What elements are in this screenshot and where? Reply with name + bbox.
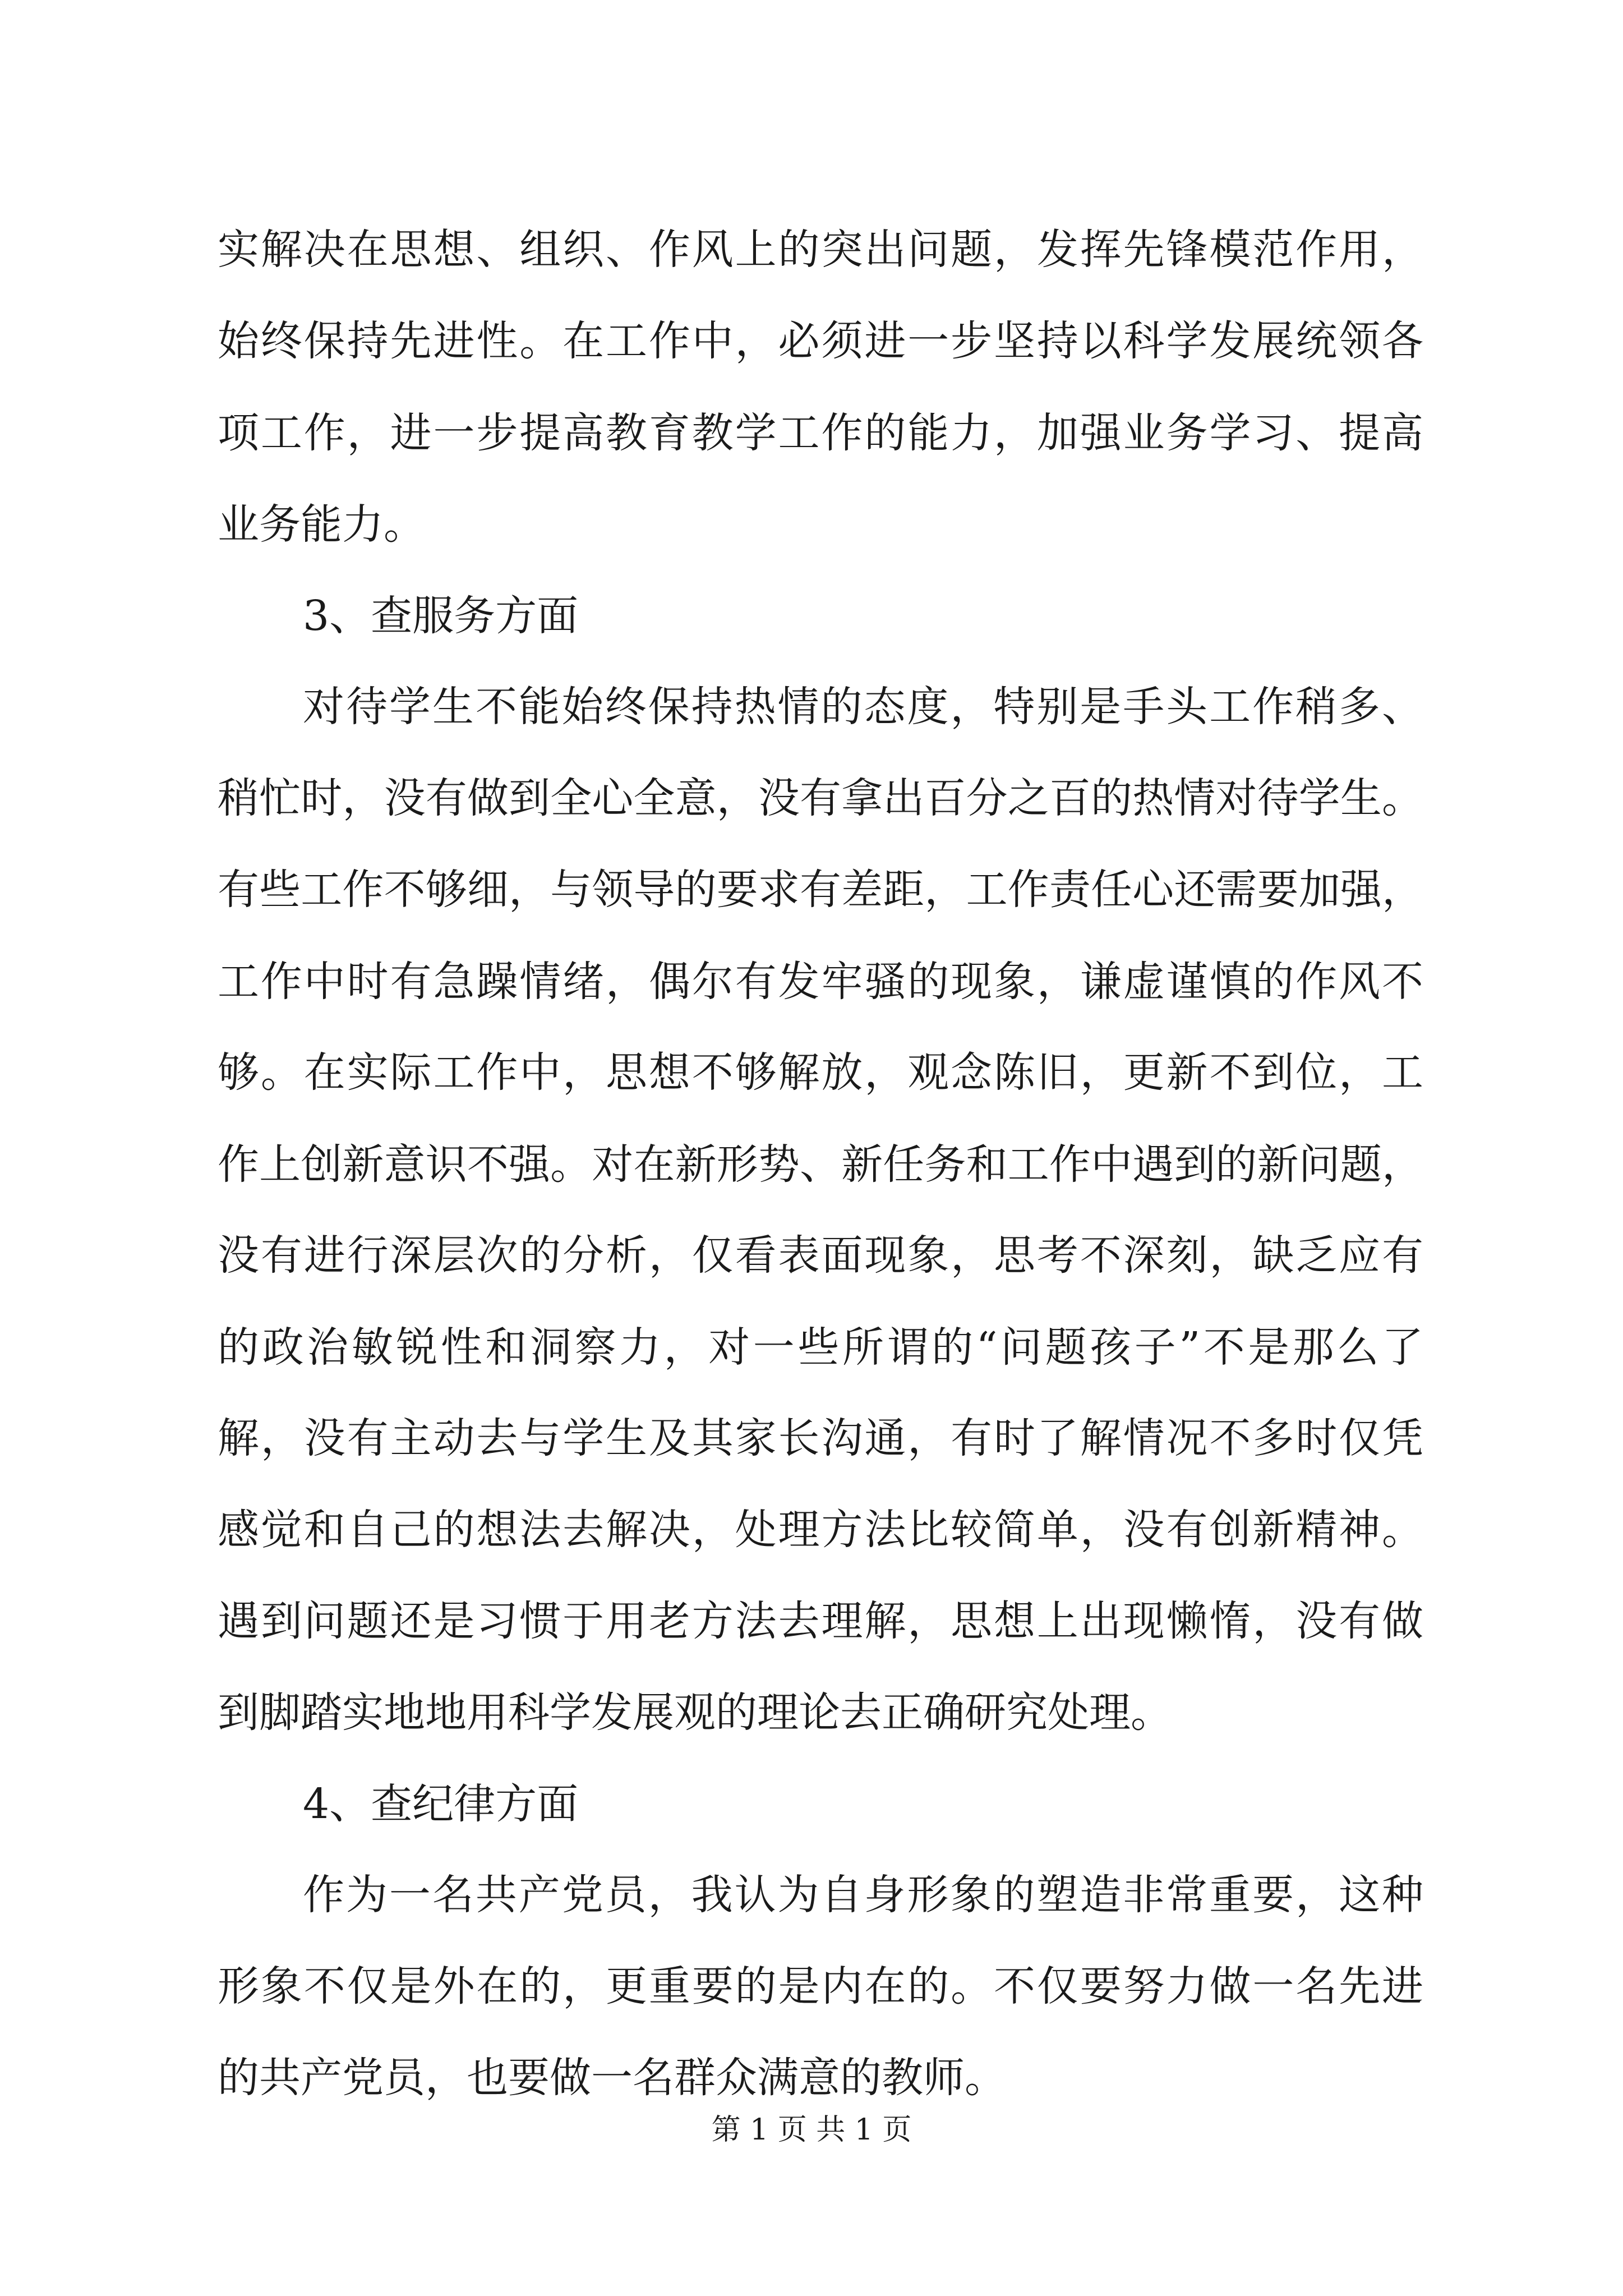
paragraph-line: 作为一名共产党员，我认为自身形象的塑造非常重要，这种 <box>303 1871 1423 1919</box>
section-heading: 3、查服务方面 <box>303 592 579 640</box>
paragraph-line: 稍忙时，没有做到全心全意，没有拿出百分之百的热情对待学生。 <box>218 774 1423 822</box>
paragraph-line: 的政治敏锐性和洞察力，对一些所谓的“问题孩子”不是那么了 <box>218 1323 1423 1372</box>
paragraph-line: 项工作，进一步提高教育教学工作的能力，加强业务学习、提高 <box>218 409 1423 457</box>
paragraph-line: 实解决在思想、组织、作风上的突出问题，发挥先锋模范作用， <box>218 226 1423 274</box>
paragraph-line: 的共产党员，也要做一名群众满意的教师。 <box>218 2054 1006 2102</box>
paragraph-line: 工作中时有急躁情绪，偶尔有发牢骚的现象，谦虚谨慎的作风不 <box>218 958 1423 1006</box>
paragraph-line: 始终保持先进性。在工作中，必须进一步坚持以科学发展统领各 <box>218 317 1423 365</box>
paragraph-line: 对待学生不能始终保持热情的态度，特别是手头工作稍多、 <box>303 683 1423 731</box>
paragraph-line: 作上创新意识不强。对在新形势、新任务和工作中遇到的新问题， <box>218 1140 1423 1189</box>
paragraph-line: 够。在实际工作中，思想不够解放，观念陈旧，更新不到位，工 <box>218 1048 1423 1097</box>
paragraph-line: 有些工作不够细，与领导的要求有差距，工作责任心还需要加强， <box>218 866 1423 914</box>
paragraph-line: 没有进行深层次的分析，仅看表面现象，思考不深刻，缺乏应有 <box>218 1231 1423 1280</box>
paragraph-line: 到脚踏实地地用科学发展观的理论去正确研究处理。 <box>218 1688 1172 1737</box>
paragraph-line: 感觉和自己的想法去解决，处理方法比较简单，没有创新精神。 <box>218 1506 1423 1554</box>
paragraph-line: 形象不仅是外在的，更重要的是内在的。不仅要努力做一名先进 <box>218 1962 1423 2010</box>
paragraph-line: 业务能力。 <box>218 500 425 549</box>
section-heading: 4、查纪律方面 <box>303 1780 579 1828</box>
paragraph-line: 解，没有主动去与学生及其家长沟通，有时了解情况不多时仅凭 <box>218 1414 1423 1462</box>
page-number-footer: 第 1 页 共 1 页 <box>711 2113 912 2147</box>
paragraph-line: 遇到问题还是习惯于用老方法去理解，思想上出现懒惰，没有做 <box>218 1597 1423 1645</box>
